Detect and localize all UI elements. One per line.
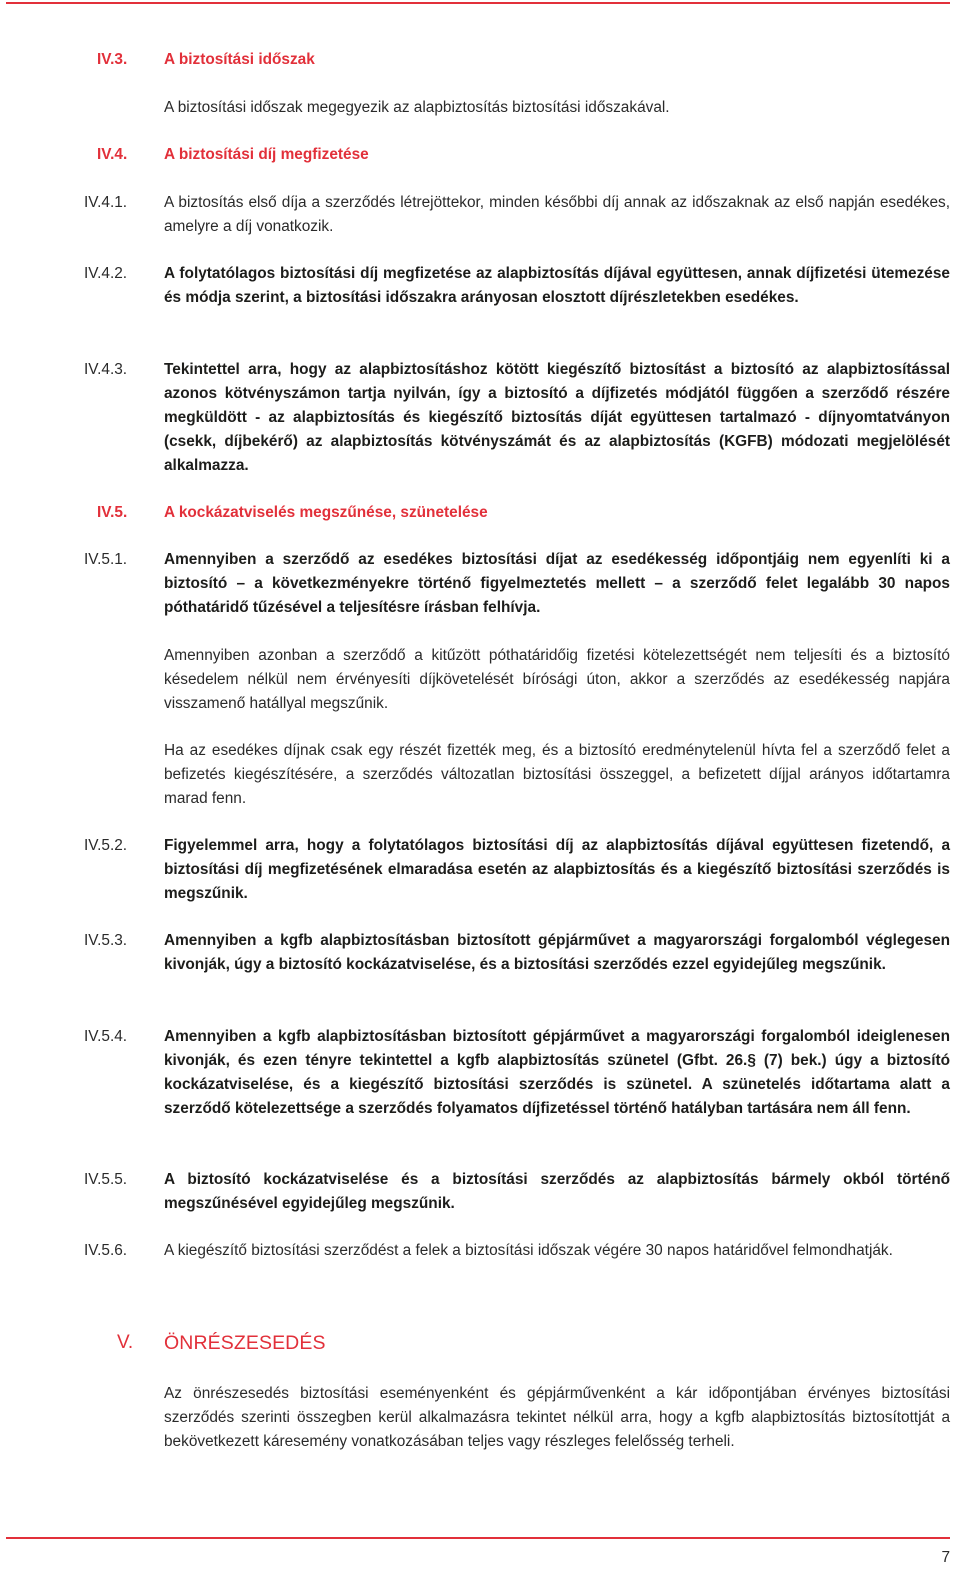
paragraph: Ha az esedékes díjnak csak egy részét fizették meg, és a biztosító eredménytelenül hívta fel a szerződő felet a befizetés kiegészítésére, a szerződés változatlan biztosítási összeggel, a befizetett díjjal arányos időtartamra marad fenn. <box>164 742 950 807</box>
clause-number: IV.5.5. <box>84 1171 128 1188</box>
paragraph: Amennyiben a kgfb alapbiztosításban biztosított gépjárművet a magyarországi forgalomból véglegesen kivonják, úgy a biztosító kockázatviselése, és a biztosítási szerződés ezzel egyidejűleg megszűnik. <box>164 932 950 973</box>
chapter-number: V. <box>117 1332 134 1353</box>
section-heading: A kockázatviselés megszűnése, szünetelése <box>164 504 488 521</box>
section-heading: A biztosítási díj megfizetése <box>164 146 369 163</box>
bottom-rule <box>6 1537 950 1539</box>
paragraph: Amennyiben a kgfb alapbiztosításban biztosított gépjárművet a magyarországi forgalomból ideiglenesen kivonják, és ezen tényre tekintettel a kgfb alapbiztosítás szünetel (Gfbt. 26.§ (7) bek.) úgy a biztosító kockázatviselése, és a kiegészítő biztosítási szerződés is szünetel. A szünetelés időtartama alatt a szerződő kötelezettsége a szerződés folyamatos díjfizetéssel történő hatályban tartására nem áll fenn. <box>164 1028 950 1117</box>
clause-number: IV.5.6. <box>84 1242 128 1259</box>
paragraph: Amennyiben azonban a szerződő a kitűzött póthatáridőig fizetési kötelezettségét nem teljesíti és a biztosító késedelem nélkül nem érvényesíti díjkövetelését bírósági úton, akkor a szerződés az esedékesség napjára visszamenő hatállyal megszűnik. <box>164 647 950 712</box>
paragraph: Amennyiben a szerződő az esedékes biztosítási díjat az esedékesség időpontjáig nem egyenlíti ki a biztosító – a következményekre történő figyelmeztetés mellett – a szerződő felet legalább 30 napos póthatáridő tűzésével a teljesítésre írásban felhívja. <box>164 551 950 616</box>
paragraph: Az önrészesedés biztosítási eseményenként és gépjárművenként a kár időpontjában érvényes biztosítási szerződés szerinti összegben kerül alkalmazásra tekintet nélkül arra, hogy a kgfb alapbiztosítás biztosítottját a bekövetkezett káresemény vonatkozásában teljes vagy részleges felelősség terheli. <box>164 1385 950 1450</box>
paragraph: Tekintettel arra, hogy az alapbiztosításhoz kötött kiegészítő biztosítást a biztosító az alapbiztosítással azonos kötvényszámon tartja nyilván, így a biztosító a díjfizetés módjától függően a szerződő részére megküldött - az alapbiztosítás és kiegészítő biztosítás díját együttesen tartalmazó - díjnyomtatványon (csekk, díjbekérő) az alapbiztosítás kötvényszámát és az alapbiztosítás (KGFB) módozati megjelölését alkalmazza. <box>164 361 950 474</box>
clause-number: IV.4.1. <box>84 194 128 211</box>
paragraph: A kiegészítő biztosítási szerződést a felek a biztosítási időszak végére 30 napos határidővel felmondhatják. <box>164 1242 893 1259</box>
section-number: IV.5. <box>97 504 128 521</box>
clause-number: IV.5.2. <box>84 837 128 854</box>
chapter-heading: ÖNRÉSZESEDÉS <box>164 1332 326 1354</box>
clause-number: IV.5.1. <box>84 551 128 568</box>
clause-number: IV.4.2. <box>84 265 128 282</box>
paragraph: A folytatólagos biztosítási díj megfizetése az alapbiztosítás díjával együttesen, annak díjfizetési ütemezése és módja szerint, a biztosítási időszakra arányosan elosztott díjrészletekben esedékes. <box>164 265 950 306</box>
section-heading: A biztosítási időszak <box>164 51 315 68</box>
clause-number: IV.4.3. <box>84 361 128 378</box>
paragraph: Figyelemmel arra, hogy a folytatólagos biztosítási díj az alapbiztosítás díjával együttesen fizetendő, a biztosítási díj megfizetésének elmaradása esetén az alapbiztosítás és a kiegészítő biztosítási szerződés is megszűnik. <box>164 837 950 902</box>
page-number: 7 <box>941 1549 950 1566</box>
clause-number: IV.5.3. <box>84 932 128 949</box>
section-number: IV.4. <box>97 146 128 163</box>
paragraph: A biztosító kockázatviselése és a biztosítási szerződés az alapbiztosítás bármely okból történő megszűnésével egyidejűleg megszűnik. <box>164 1171 950 1212</box>
paragraph: A biztosítás első díja a szerződés létrejöttekor, minden későbbi díj annak az időszaknak az első napján esedékes, amelyre a díj vonatkozik. <box>164 194 950 235</box>
paragraph: A biztosítási időszak megegyezik az alapbiztosítás biztosítási időszakával. <box>164 99 670 116</box>
top-rule <box>6 2 950 4</box>
clause-number: IV.5.4. <box>84 1028 128 1045</box>
section-number: IV.3. <box>97 51 128 68</box>
